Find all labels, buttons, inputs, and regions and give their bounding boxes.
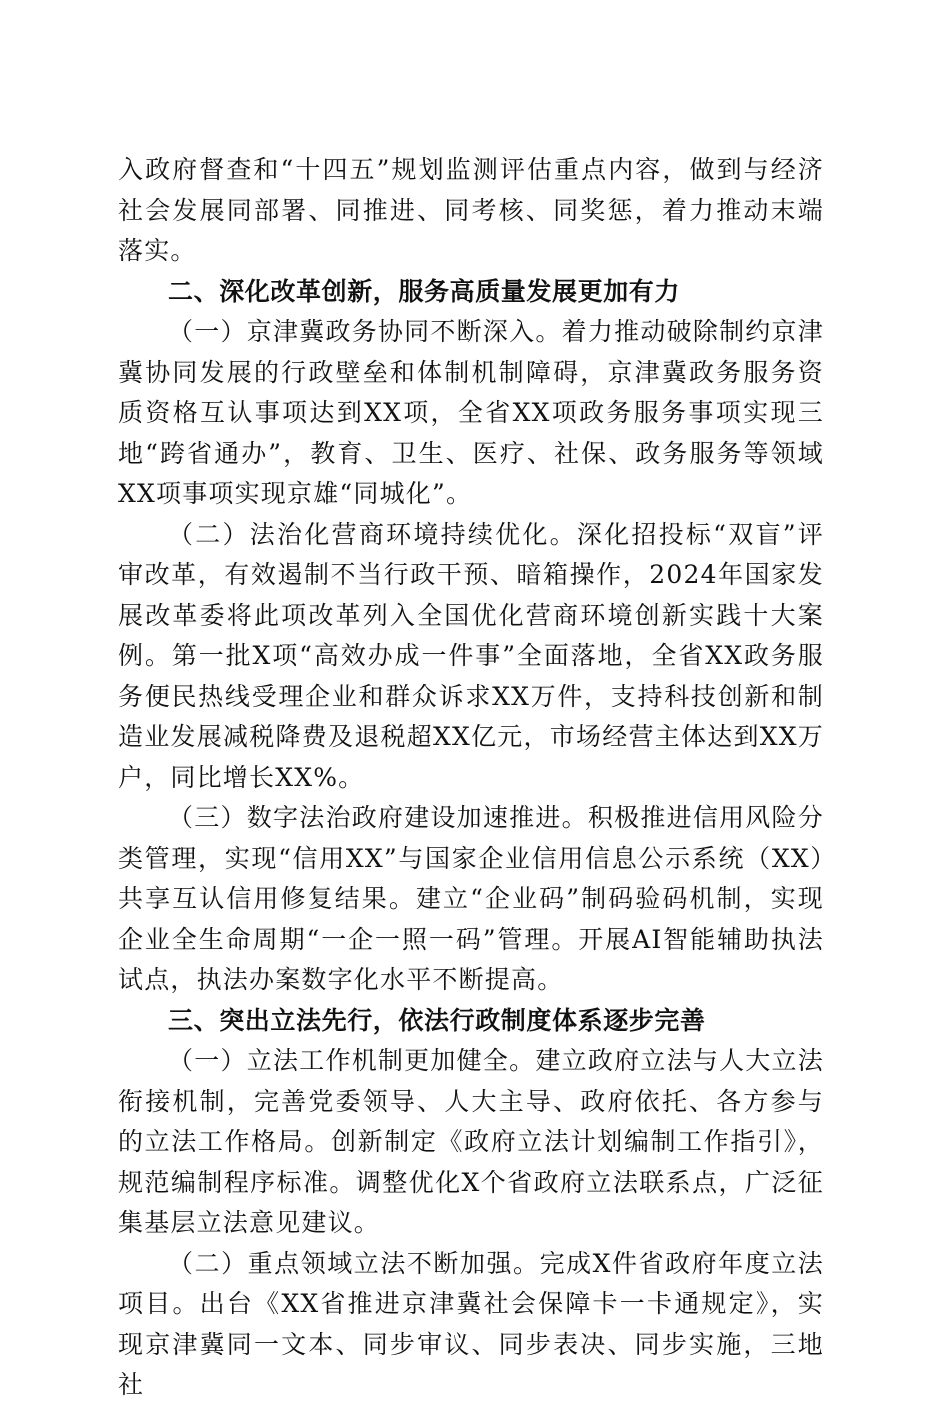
section-heading-three: 三、突出立法先行，依法行政制度体系逐步完善 (168, 1005, 706, 1035)
paragraph-jingjinji-coordination: （一）京津冀政务协同不断深入。着力推动破除制约京津冀协同发展的行政壁垒和体制机制障碍，京津冀政务服务资质资格互认事项达到XX项，全省XX项政务服务事项实现三地“跨省通办”，教育、卫生、医疗、社保、政务服务等领域XX项事项实现京雄“同城化”。 (118, 317, 824, 508)
paragraph-legislative-mechanism: （一）立法工作机制更加健全。建立政府立法与人大立法衔接机制，完善党委领导、人大主导、政府依托、各方参与的立法工作格局。创新制定《政府立法计划编制工作指引》，规范编制程序标准。调整优化X个省政府立法联系点，广泛征集基层立法意见建议。 (118, 1046, 824, 1237)
paragraph-business-environment: （二）法治化营商环境持续优化。深化招投标“双盲”评审改革，有效遏制不当行政干预、暗箱操作，2024年国家发展改革委将此项改革列入全国优化营商环境创新实践十大案例。第一批X项“高效办成一件事”全面落地，全省XX政务服务便民热线受理企业和群众诉求XX万件，支持科技创新和制造业发展减税降费及退税超XX亿元，市场经营主体达到XX万户，同比增长XX%。 (118, 519, 824, 792)
paragraph-digital-government: （三）数字法治政府建设加速推进。积极推进信用风险分类管理，实现“信用XX”与国家企业信用信息公示系统（XX）共享互认信用修复结果。建立“企业码”制码验码机制，实现企业全生命周期“一企一照一码”管理。开展AI智能辅助执法试点，执法办案数字化水平不断提高。 (118, 803, 824, 994)
paragraph-key-area-legislation: （二）重点领域立法不断加强。完成X件省政府年度立法项目。出台《XX省推进京津冀社会保障卡一卡通规定》，实现京津冀同一文本、同步审议、同步表决、同步实施，三地社 (118, 1248, 824, 1399)
document-page (118, 150, 824, 1406)
section-heading-two: 二、深化改革创新，服务高质量发展更加有力 (168, 276, 681, 306)
paragraph-intro-continuation: 入政府督查和“十四五”规划监测评估重点内容，做到与经济社会发展同部署、同推进、同考核、同奖惩，着力推动末端落实。 (118, 155, 824, 265)
